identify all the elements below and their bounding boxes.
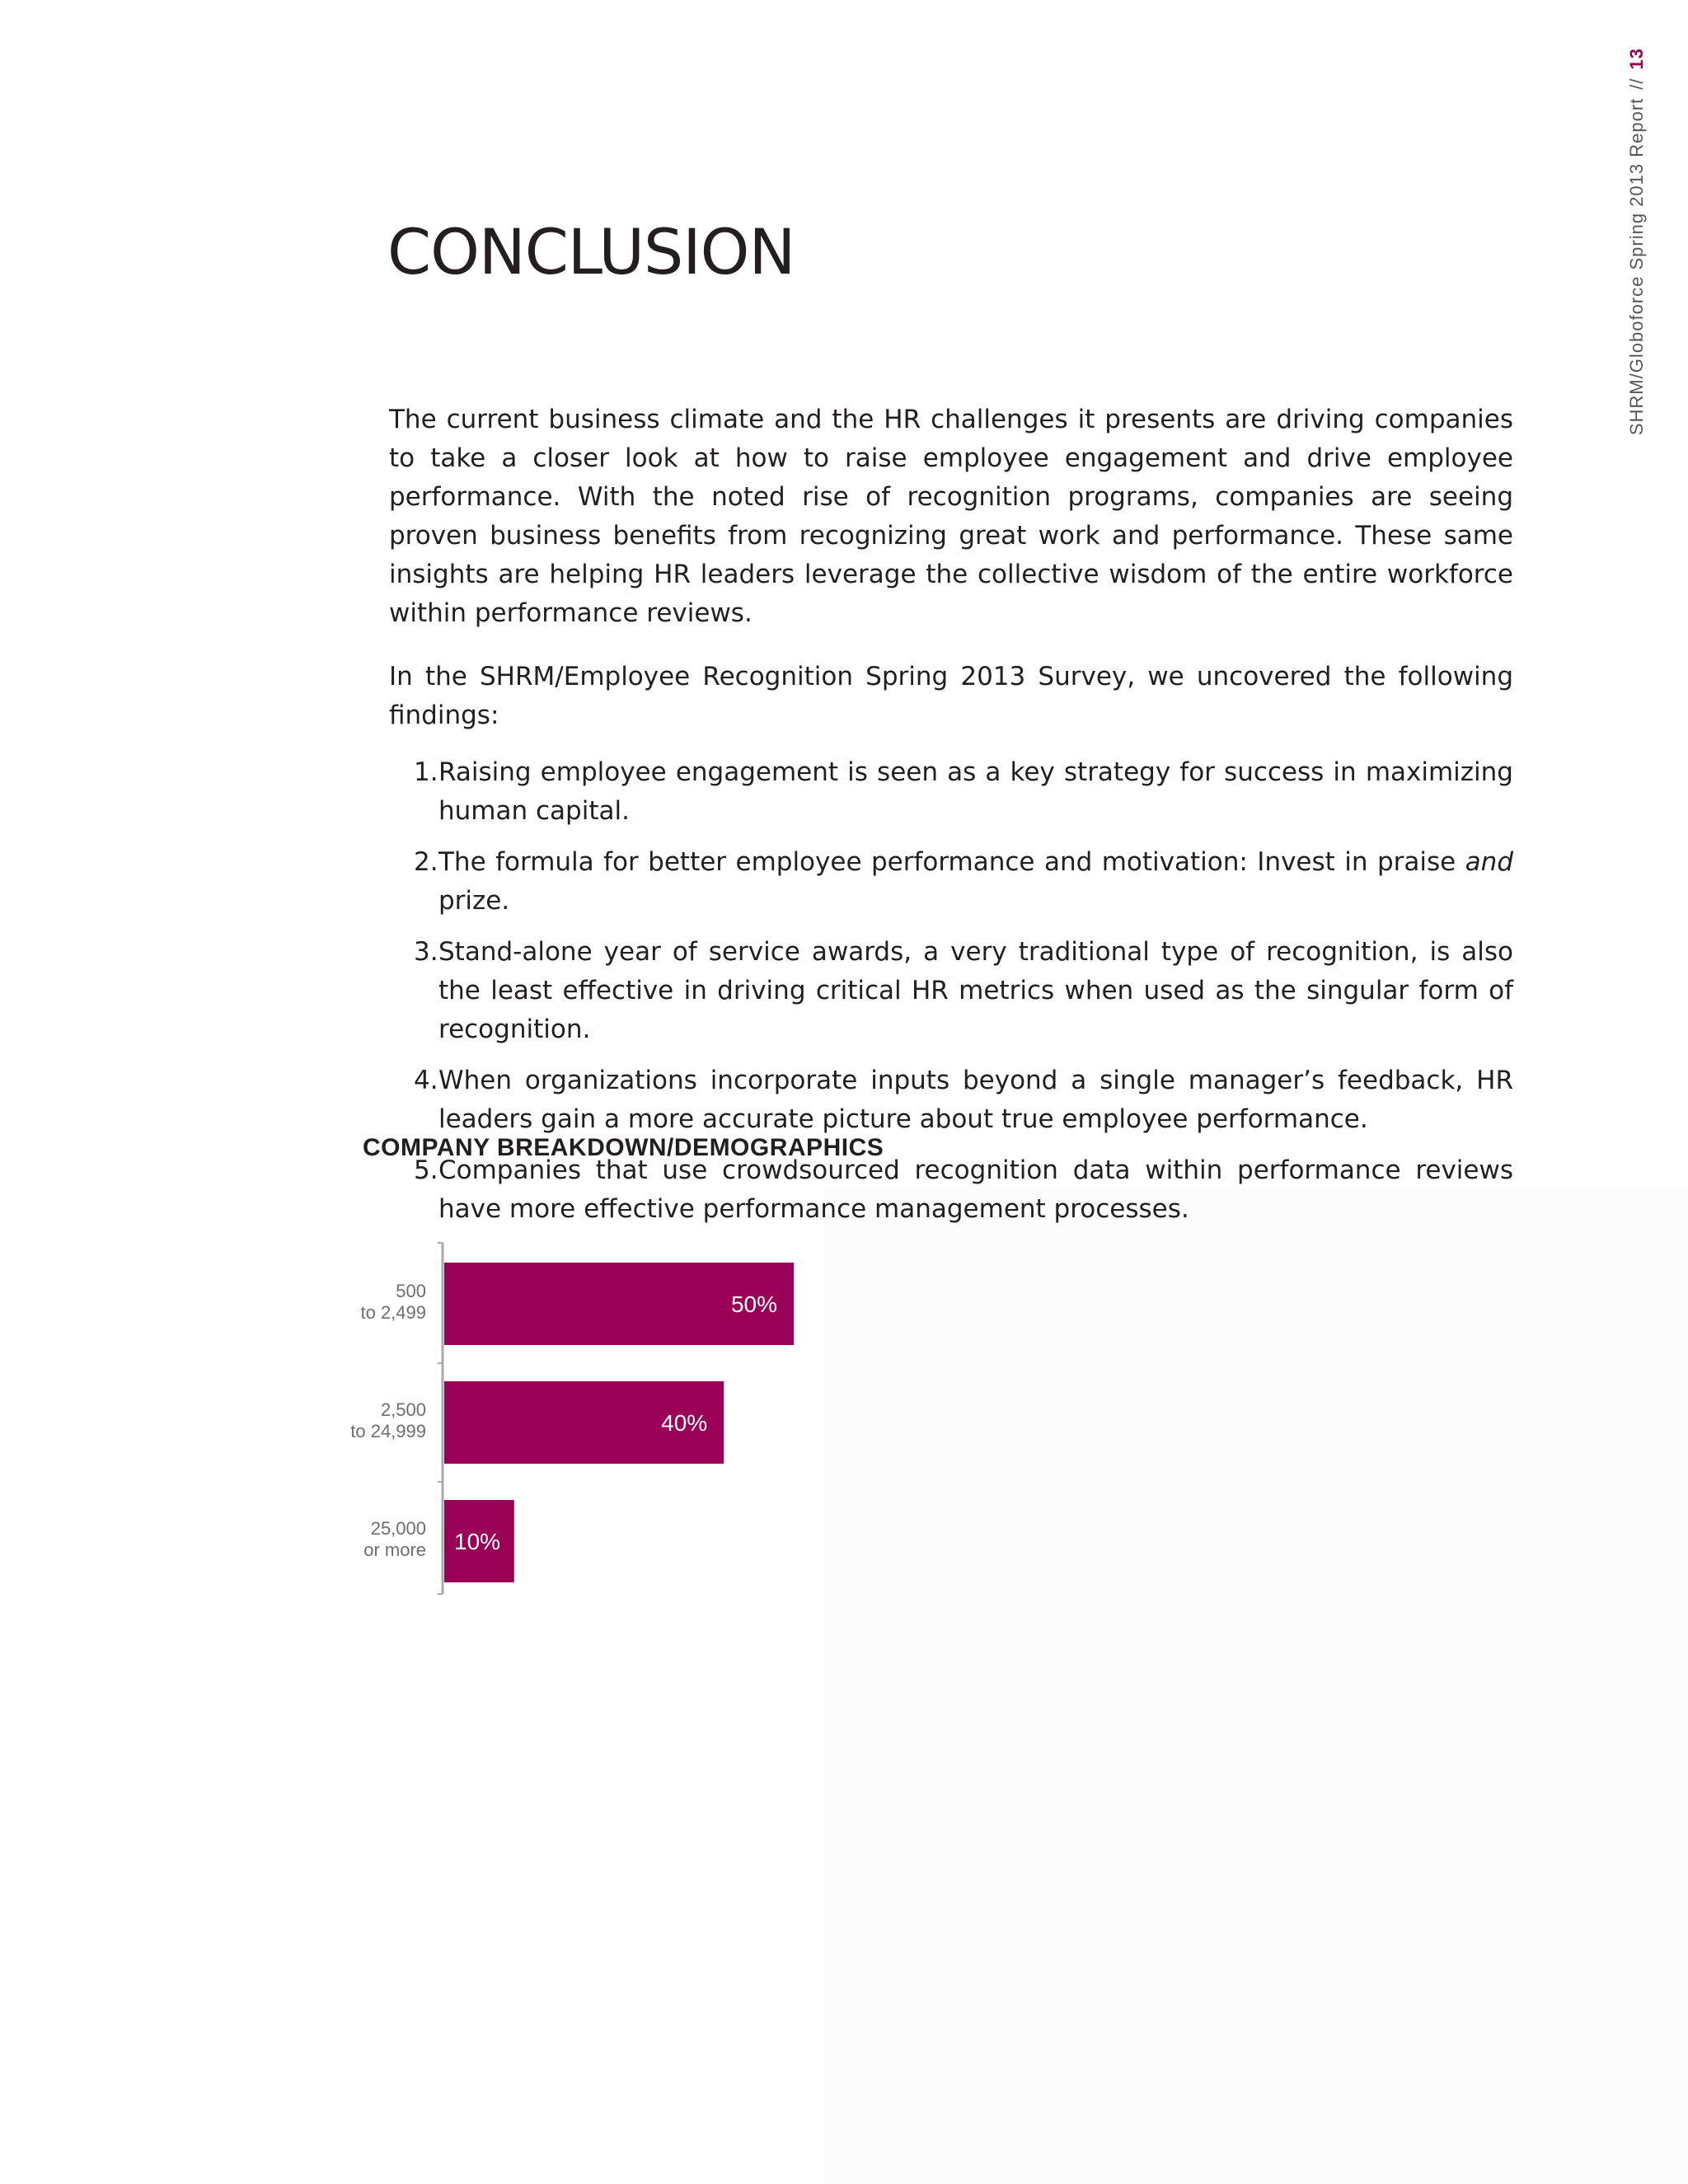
finding-item [389,1062,1513,1139]
finding-emphasis: and [1465,847,1513,877]
finding-item [389,933,1513,1049]
bar-value-label: 50% [730,1291,777,1317]
running-header-text [1625,48,1648,460]
finding-item [389,1151,1513,1229]
category-label: to 24,999 [350,1421,426,1441]
finding-text: Stand-alone year of service awards, a very traditional type of recognition, is also the least effective in driving critical HR metrics when used as the singular form of recognition. [438,937,1513,1044]
body-text [389,401,1513,1241]
finding-text [438,847,1513,916]
bar-value-label: 40% [661,1410,708,1436]
finding-number: 2. [414,847,438,877]
finding-text-part: prize. [438,886,510,916]
page-title: CONCLUSION [387,215,795,288]
intro-paragraph: The current business climate and the HR challenges it presents are driving companies to take a closer look at how to raise employee engagement and drive employee performance. With the noted rise of recognition programs, companies are seeing proven business benefits from recognizing great work and performance. These same insights are helping HR leaders leverage the collective wisdom of the entire workforce within performance reviews. [389,405,1513,628]
finding-number: 3. [414,937,438,967]
finding-text: When organizations incorporate inputs beyond a single manager’s feedback, HR leaders gain a more accurate picture about true employee performance. [438,1066,1513,1134]
category-label: 25,000 [370,1518,426,1539]
running-header [1620,48,1653,460]
company-size-chart [330,1228,824,1607]
finding-text-part: The formula for better employee performance and motivation: Invest in praise [438,847,1465,877]
finding-text: Companies that use crowdsourced recognition data within performance reviews have more effective performance management processes. [438,1155,1513,1224]
chart-svg [330,1228,824,1607]
bar-value-label: 10% [454,1529,501,1554]
page-number: 13 [1626,48,1647,70]
finding-text: Raising employee engagement is seen as a key strategy for success in maximizing human capital. [438,757,1513,826]
header-separator: // [1626,77,1647,90]
finding-number: 1. [414,757,438,787]
finding-item [389,843,1513,921]
background-panel [824,1187,1688,2184]
category-label: to 2,499 [360,1302,426,1323]
category-label: 500 [396,1281,426,1301]
finding-number: 4. [414,1066,438,1095]
category-label: 2,500 [380,1399,426,1420]
report-name: SHRM/Globoforce Spring 2013 Report [1626,97,1647,436]
category-label: or more [363,1540,426,1560]
findings-intro: In the SHRM/Employee Recognition Spring 2013 Survey, we uncovered the following findings: [389,662,1513,730]
finding-item [389,753,1513,831]
section-heading: COMPANY BREAKDOWN/DEMOGRAPHICS [363,1134,884,1161]
finding-number: 5. [414,1155,438,1185]
